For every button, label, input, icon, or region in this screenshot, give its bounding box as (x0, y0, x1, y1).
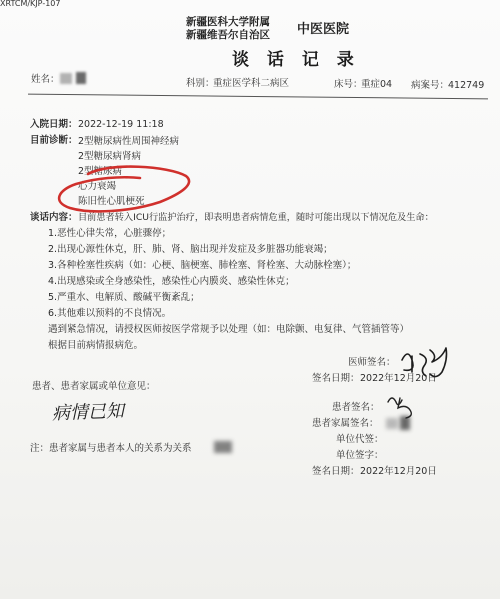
doctor-signature (402, 348, 447, 377)
page-title: 谈 话 记 录 (232, 50, 360, 70)
bed-value: 重症04 (361, 79, 393, 90)
unit-sign-label: 单位签字： (336, 450, 384, 461)
family-opinion-handwritten: 病情已知 (51, 400, 125, 425)
red-annotation-circle (59, 167, 189, 212)
admission-label: 入院日期： (30, 119, 78, 130)
diagnosis-item: 2型糖尿病 (78, 166, 123, 177)
hospital-line-1: 新疆医科大学附属 (186, 16, 270, 28)
talk-intro: 目前患者转入ICU行监护治疗，即表明患者病情危重，随时可能出现以下情况危及生命： (78, 212, 434, 223)
bed-label: 床号： (334, 79, 363, 90)
hospital-line-2: 新疆维吾尔自治区 (186, 29, 270, 41)
family-signature (388, 398, 411, 418)
talk-label: 谈话内容： (30, 212, 78, 223)
form-code: XRTCM/KJP-107 (0, 0, 61, 8)
doctor-sign-label: 医师签名： (348, 357, 396, 368)
record-label: 病案号： (411, 80, 450, 91)
admission-value: 2022-12-19 11:18 (78, 119, 164, 130)
dept-value: 重症医学科二病区 (213, 78, 290, 89)
patient-sign-label: 患者签名： (332, 402, 380, 413)
diagnosis-item: 陈旧性心肌梗死 (78, 196, 145, 207)
family-opinion-label: 患者、患者家属或单位意见： (32, 381, 156, 392)
unit-proxy-label: 单位代签： (336, 434, 384, 445)
diagnosis-item: 2型糖尿病肾病 (78, 151, 142, 162)
doctor-date-label: 签名日期： (312, 373, 360, 384)
talk-notify: 根据目前病情报病危。 (48, 340, 144, 351)
record-value: 412749 (448, 80, 485, 91)
talk-item: 2.出现心源性休克，肝、肺、肾、脑出现并发症及多脏器功能衰竭； (48, 244, 333, 255)
family-sign-label: 患者家属签名： (312, 418, 379, 429)
diagnosis-item: 2型糖尿病性周围神经病 (78, 136, 180, 147)
diagnosis-item: 心力衰竭 (78, 181, 117, 192)
talk-item: 1.恶性心律失常，心脏骤停； (48, 228, 172, 239)
talk-emergency: 遇到紧急情况，请授权医师按医学常规予以处理（如：电除颤、电复律、气管插管等） (48, 324, 410, 335)
talk-item: 5.严重水、电解质、酸碱平衡紊乱； (48, 292, 200, 303)
doctor-date-value: 2022年12月20日 (360, 373, 437, 384)
relation-label: 注：患者家属与患者本人的关系为关系 (30, 443, 192, 454)
talk-item: 4.出现感染或全身感染性，感染性心内膜炎、感染性休克； (48, 276, 295, 287)
family-date-value: 2022年12月20日 (360, 466, 437, 477)
dept-label: 科别： (186, 78, 215, 89)
family-date-label: 签名日期： (312, 466, 360, 477)
name-label: 姓名： (31, 74, 60, 85)
diagnosis-label: 目前诊断： (30, 135, 78, 146)
talk-item: 3.各种栓塞性疾病（如：心梗、脑梗塞、肺栓塞、肾栓塞、大动脉栓塞）； (48, 260, 357, 271)
talk-item: 6.其他难以预料的不良情况。 (48, 308, 172, 319)
hospital-name: 中医医院 (297, 22, 350, 37)
